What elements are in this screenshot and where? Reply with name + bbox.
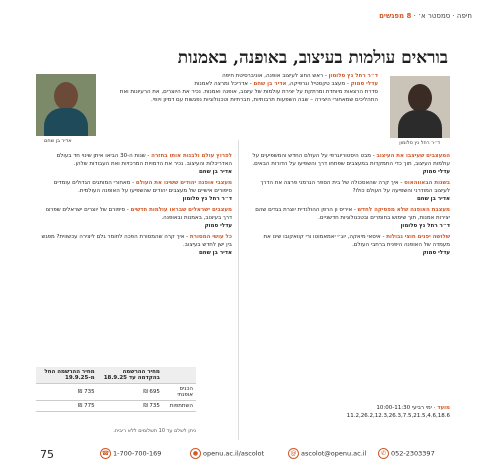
price-note: ניתן לשלם עד 10 תשלומים ללא ריבית. bbox=[113, 428, 196, 434]
lecture-title: המעצבים שעיצבו את העיצוב bbox=[376, 153, 450, 159]
price-cell: השתתפות bbox=[163, 401, 196, 412]
lecture-title: מעצבים ישראלים שבראו עולמות חדשים bbox=[130, 207, 232, 213]
lecture-text: - סיפורם של יוצרים ישראלים שפרצו דרך בעיצוב, באמנות ובאופנה. bbox=[45, 207, 232, 221]
lecturer-2-text: - מעצב טקסטיל וגרפיקה, bbox=[286, 81, 351, 87]
lecture-text: - שנות ה-30 הביאו איתן שינוי חד בעולם האדריכלות והעיצוב. נכיר את הדמויות המרכזיות ואת העבודות שלהן. bbox=[56, 153, 232, 167]
dates-days: ימי רביעי 10:00-11:30 bbox=[376, 405, 432, 411]
price-cell: 775 ₪ bbox=[36, 401, 98, 412]
photo-caption-left: אדיר בן שחם bbox=[44, 138, 72, 144]
lecture-title: לפרוץ עולם ולבנות אותו בחזרה bbox=[151, 153, 232, 159]
price-row bbox=[36, 384, 196, 401]
price-row bbox=[36, 401, 196, 412]
lecture-lecturer: עדלי סמוק bbox=[422, 250, 450, 256]
lecture-title: שלושה יפנים חוצי גבולות bbox=[386, 234, 450, 240]
footer-email[interactable]: @ ascolot@openu.ac.il bbox=[288, 448, 366, 459]
email-icon: @ bbox=[288, 448, 299, 459]
lecture-item bbox=[250, 206, 450, 230]
lecture-title: מעצבת האופנה שלא מפסיקה לחדש bbox=[357, 207, 450, 213]
phone-icon: ☎ bbox=[101, 450, 110, 457]
lecture-title: בשנות הבאווהאוס bbox=[404, 180, 450, 186]
lecture-item bbox=[36, 233, 232, 257]
lecture-text: - מבט היסטוריוגרפי על העולם החדש והמשפיעים על עולמות העיצוב, תוך כדי התמקדות במעצבים שפתחו דרך והשפיעו על הדורות הבאים. bbox=[252, 153, 450, 167]
lecture-lecturer: אדיר בן שחם bbox=[416, 196, 450, 202]
lecture-item bbox=[250, 152, 450, 176]
lecture-title: מעצבי אופנה יהודים ששינו את העולם bbox=[135, 180, 232, 186]
price-header-cell: מחיר ההרשמה בהקדמה עד 18.9.25 bbox=[98, 367, 163, 384]
lecture-lecturer: עדלי סמוק bbox=[422, 169, 450, 175]
page-header bbox=[379, 12, 472, 20]
lecturer-3: אדיר בן שחם bbox=[253, 81, 287, 87]
price-cell: הכניס אופנתי bbox=[163, 384, 196, 401]
intro-block bbox=[106, 72, 378, 104]
page-number: 75 bbox=[40, 448, 54, 461]
header-highlight: 8 מפגשים bbox=[379, 12, 412, 20]
lecture-item bbox=[36, 179, 232, 203]
price-table bbox=[36, 367, 196, 412]
globe-icon: ● bbox=[190, 448, 201, 459]
lecture-item bbox=[250, 233, 450, 257]
lecturer-3-text: - אדריכל ומרצה לאמנות bbox=[194, 81, 254, 87]
footer-website[interactable]: ● openu.ac.il/ascolot bbox=[190, 448, 264, 459]
column-divider bbox=[238, 140, 239, 440]
lecturer-photo-right bbox=[390, 76, 450, 138]
lecture-text: - איריס ון הרפן ההולנדית יוצרת בגדים שהם יצירות אמנות, תוך שימוש בחומרים ובטכנולוגיות חדשניים. bbox=[255, 207, 450, 221]
price-header-cell bbox=[163, 367, 196, 384]
lecture-text: - מאחורי המותגים הגדולים עומדים סיפורים אישיים של מעצבים יהודים שהשפיעו על האופנה העולמית. bbox=[53, 180, 232, 194]
lecture-lecturer: עדלי סמוק bbox=[204, 223, 232, 229]
lecture-item bbox=[36, 206, 232, 230]
price-header-cell: מחיר ההרשמה החל מ-19.9.25 bbox=[36, 367, 98, 384]
lecture-lecturer: אדיר בן שחם bbox=[198, 169, 232, 175]
lecture-text: - איך קרה שהאסכולה של בית הספר הגרמני פרצה את הדרך לעיצוב המודרני והשפיעה על העולם כולו? bbox=[260, 180, 450, 194]
header-prefix: חיפה · סמסטר א׳ · bbox=[411, 12, 472, 20]
price-cell: 695 ₪ bbox=[98, 384, 163, 401]
dates-block: מועד · ימי רביעי 10:00-11:30 11.2,26.2,12.3,26.3,7.5,21.5,4.6,18.6 bbox=[346, 405, 450, 419]
footer-phone-2[interactable]: ✆ 052-2303397 bbox=[378, 448, 435, 459]
lecture-text: - איסאי מיאקה, יוג׳י יאמאמוטו ורי קוואקובו שינו את מעמדה של האופנה היפנית ברחבי העולם. bbox=[263, 234, 450, 248]
left-column bbox=[36, 152, 232, 260]
lecture-lecturer: ד״ר רחל נץ סלומון bbox=[400, 223, 450, 229]
lecturer-photo-left bbox=[36, 74, 96, 136]
dates-label: מועד bbox=[437, 405, 450, 411]
lecturer-1-text: - ראש החוג לעיצוב אופנה, אוניברסיטת חיפה bbox=[222, 73, 329, 79]
lecture-item bbox=[36, 152, 232, 176]
lecture-item bbox=[250, 179, 450, 203]
footer-phone-1[interactable]: ☎ 1-700-700-169 bbox=[101, 449, 162, 458]
page-title: בוראים עולמות בעיצוב, באופנה, באמנות bbox=[177, 48, 448, 68]
photo-caption-right: ד״ר רחל נץ סלומון bbox=[399, 140, 440, 146]
dates-list: 11.2,26.2,12.3,26.3,7.5,21.5,4.6,18.6 bbox=[346, 413, 450, 419]
price-table-header bbox=[36, 367, 196, 384]
price-cell: 735 ₪ bbox=[36, 384, 98, 401]
lecture-title: כל עושי המסורת bbox=[189, 234, 232, 240]
lecturer-1: ד״ר רחל נץ סלומון bbox=[328, 73, 378, 79]
price-cell: 735 ₪ bbox=[98, 401, 163, 412]
right-column bbox=[250, 152, 450, 260]
lecture-lecturer: ד״ר רחל נץ סלומון bbox=[182, 196, 232, 202]
mobile-icon: ✆ bbox=[378, 448, 389, 459]
lecture-lecturer: אדיר בן שחם bbox=[198, 250, 232, 256]
intro-body: סדרת הרצאות מיוחדת ומרתקת על יצירת עולמות של עיצוב, אופנה ואמנות. נכיר את היוצרים, את הרעיונות ואת התהליכים שמאחורי היצירה – שבה השפעות תרבותיות, חברתיות וטכנולוגיות נפגשות עם דמיון ויופי. bbox=[119, 89, 378, 103]
lecturer-2: עדלי סמוק bbox=[350, 81, 378, 87]
lecture-text: - איך קרה שהמסורת הפכה לחומר גלם ליצירה עכשווית? מפגש בין ישן לחדש בעיצוב. bbox=[41, 234, 232, 248]
